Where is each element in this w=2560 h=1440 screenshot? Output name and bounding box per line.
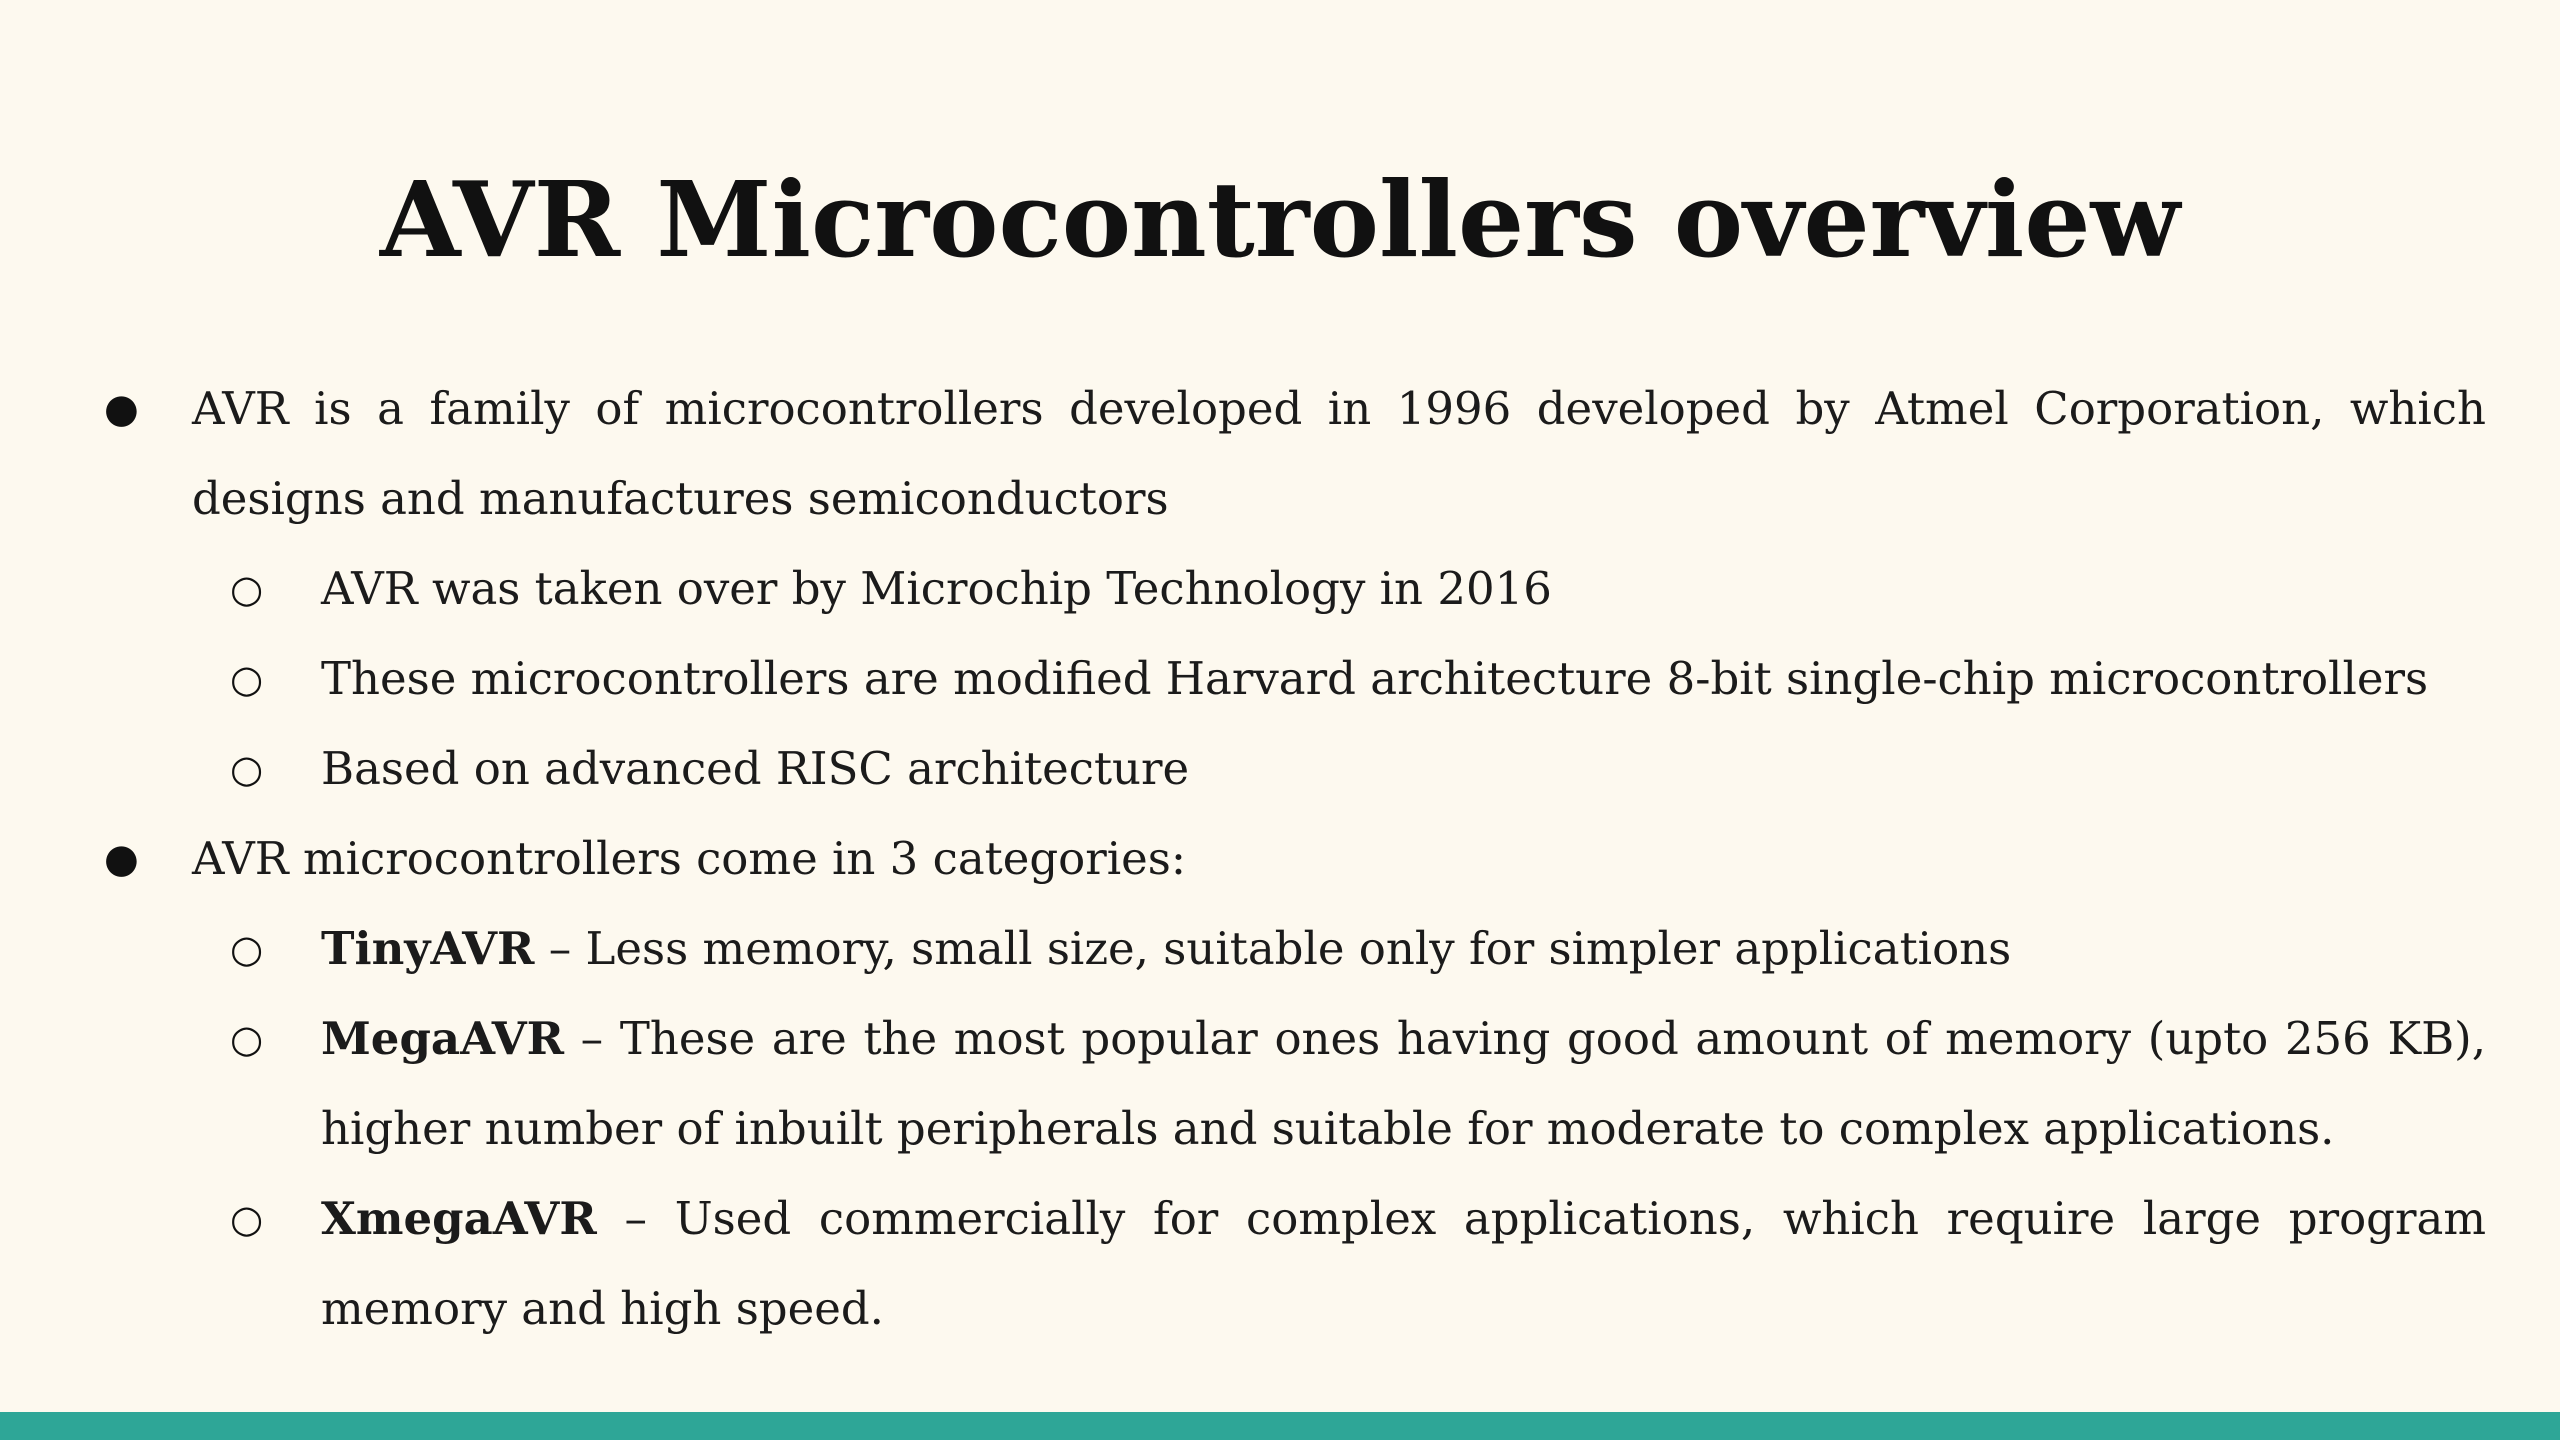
circle-bullet-icon: ○ <box>230 747 264 791</box>
category-description: – These are the most popular ones having good amount of memory (upto 256 KB), higher number of inbuilt peripherals and suitable for moderate to complex applications. <box>321 1012 2486 1155</box>
circle-bullet-icon: ○ <box>230 1017 264 1061</box>
circle-bullet-icon: ○ <box>230 1197 264 1241</box>
slide-title: AVR Microcontrollers overview <box>379 158 2181 281</box>
bullet-icon: ● <box>104 386 139 432</box>
list-item <box>100 724 2486 814</box>
category-description: – Less memory, small size, suitable only for simpler applications <box>534 922 2012 975</box>
bullet-icon: ● <box>104 836 139 882</box>
circle-bullet-icon: ○ <box>230 567 264 611</box>
sub-bullet-text: These microcontrollers are modified Harvard architecture 8-bit single-chip microcontrollers <box>321 652 2429 705</box>
sub-bullet-text: AVR was taken over by Microchip Technology in 2016 <box>321 562 1552 615</box>
list-item <box>100 814 2486 904</box>
bullet-text: AVR microcontrollers come in 3 categories: <box>192 832 1187 885</box>
list-item <box>100 364 2486 544</box>
category-term: TinyAVR <box>321 922 535 975</box>
category-term: MegaAVR <box>321 1012 565 1065</box>
list-item <box>100 904 2486 994</box>
list-item <box>100 994 2486 1174</box>
circle-bullet-icon: ○ <box>230 927 264 971</box>
circle-bullet-icon: ○ <box>230 657 264 701</box>
list-item <box>100 634 2486 724</box>
bullet-text: AVR is a family of microcontrollers developed in 1996 developed by Atmel Corporation, which designs and manufactures semiconductors <box>192 382 2486 525</box>
list-item <box>100 1174 2486 1354</box>
category-description: – Used commercially for complex applications, which require large program memory and high speed. <box>321 1192 2486 1335</box>
sub-bullet-text: Based on advanced RISC architecture <box>321 742 1190 795</box>
accent-bar <box>0 1412 2560 1440</box>
bullet-list <box>100 364 2486 1354</box>
list-item <box>100 544 2486 634</box>
category-term: XmegaAVR <box>321 1192 597 1245</box>
